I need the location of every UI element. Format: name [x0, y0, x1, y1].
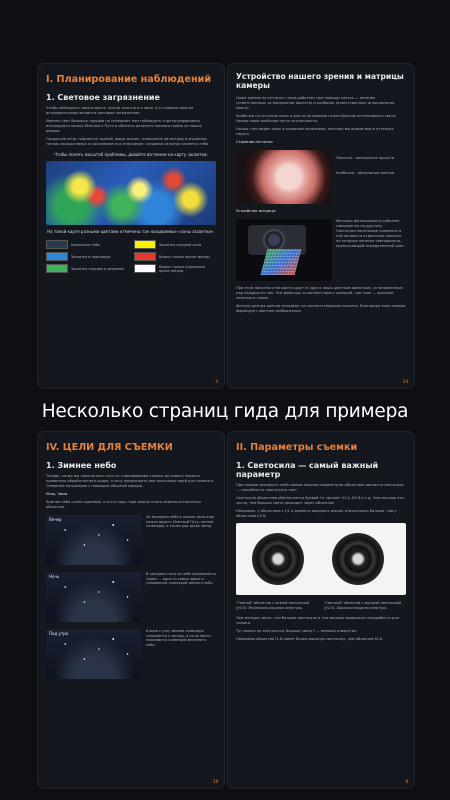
paragraph: Итак, Зима. — [46, 492, 69, 496]
legend-item — [134, 264, 216, 273]
page-title: I. Планирование наблюдений — [46, 74, 212, 85]
legend-swatch — [134, 252, 156, 261]
sky-example-row — [38, 627, 224, 681]
legend-swatch — [46, 240, 68, 249]
guide-page-aperture — [228, 432, 414, 788]
banner-heading: Несколько страниц гида для примера — [41, 400, 409, 422]
dark-lens-caption: "Темный" объектив с низкой светосилой (f/3.5). Маленькая входная апертура. — [236, 601, 310, 610]
legend-item — [46, 240, 128, 249]
guide-page-light-pollution — [38, 64, 224, 388]
page-number: 24 — [402, 379, 408, 384]
paragraph: Чтобы наблюдать своего врага, нужно знать его в лицо. А в главным врагом астрофотографа является световое загрязнение. — [46, 106, 194, 115]
page-title: IV. ЦЕЛИ ДЛЯ СЪЕМКИ — [46, 442, 173, 453]
paragraph: Светосила объектива обозначается буквой f и числом: f/1.4, f/2.8 и т.д. Чем меньше это число, тем больше света проходит через объектив. — [236, 496, 404, 505]
legend-label: Засветка городов и деревень — [71, 266, 125, 271]
legend-item — [134, 240, 216, 249]
map-caption: Чтобы понять масштаб проблемы, давайте взглянем на карту засветки: — [54, 152, 208, 157]
paragraph: Фотоны разных цветов попадают на соответствующие пиксели, благодаря чему камера формирует цветное изображение. — [236, 304, 406, 313]
sensor-description: Матрица фотоаппарата работает совершенно по-другому. Светочувствительные элементы в ней являются отдельные пиксели, на которые нанесен светофильтр, пропускающий определенный цвет. — [336, 219, 406, 248]
page-number: 8 — [405, 779, 408, 784]
paragraph: Зимнее небо очень красивое, и в эту пору года можно снять немало интересных объектов. — [46, 500, 201, 509]
sky-example-row — [38, 513, 224, 567]
legend-swatch — [46, 264, 68, 273]
time-of-night-label: Под утро — [49, 631, 69, 636]
legend-swatch — [134, 240, 156, 249]
legend-item — [134, 252, 216, 261]
paragraph: Ночью глаз видит лишь в основном палочками, поэтому мы видим мир в оттенках серого. — [236, 127, 394, 136]
paragraph: При этом пиксели отличаются друг от друга лишь цветным фильтром, установленным над каждым из них. Эти фильтры, в соответствии с камерой, три типа — красные, зеленые и синие. — [236, 286, 403, 300]
night-sky-photo — [46, 629, 142, 679]
map-legend — [38, 236, 224, 277]
diagram-caption: Строение сетчатки — [236, 140, 273, 144]
paragraph: Тут важно не запутаться: больше число f — меньше отверстие. — [236, 629, 358, 634]
legend-label: Засветка в пригороде — [71, 254, 111, 259]
legend-label: Видны только яркие звезды — [159, 254, 210, 259]
bright-lens-caption: "Светлый" объектив с высокой светосилой (f/2.0). Широкая входная апертура. — [324, 601, 402, 610]
page-number: 4 — [215, 379, 218, 384]
paragraph: Например объектив f1.8 имеет более высокую светосилу, чем объектив f2.8. — [236, 637, 383, 642]
page-title: II. Параметры съемки — [236, 442, 358, 453]
legend-swatch — [46, 252, 68, 261]
zones-caption: На такой карте разными цветами отмечены так называемые «зоны засветки». — [47, 229, 215, 234]
guide-page-targets — [38, 432, 224, 788]
paragraph: Именно свет больших городов не позволяет нам наблюдать и фотографировать искрящуюся полосу Млечного Пути и объекты дальнего космоса прямо из наших дворов. — [46, 119, 202, 133]
paragraph: При съемке звездного неба самым важным параметром объектива является светосила — способность пропускать свет. — [236, 483, 404, 492]
night-sky-photo — [46, 572, 142, 622]
section-subtitle: 1. Зимнее небо — [46, 461, 117, 470]
section-subtitle: 1. Световое загрязнение — [46, 93, 160, 102]
sky-description: На вечернем небе в начале зимы еще можно видеть Млечный Путь, летние созвездия, а также ряд ярких звезд. — [146, 515, 214, 529]
diagram-caption: Устройство матрицы — [236, 209, 276, 213]
cones-label: Колбочки - восприятие цветов — [336, 171, 395, 175]
lens-comparison-photo — [236, 523, 406, 595]
time-of-night-label: Вечер — [49, 517, 62, 522]
paragraph: Например, у объектива с f/1.4 диаметр входного зрачка значительно больше, чем у объектива f/2.8. — [236, 509, 397, 518]
section-subtitle: 1. Светосила — самый важный параметр — [236, 461, 379, 479]
legend-label: Идеальное небо — [71, 242, 101, 247]
rods-label: Палочки - восприятие яркости — [336, 156, 395, 160]
time-of-night-label: Ночь — [49, 574, 60, 579]
paragraph: Наше зрение на сетчатке глаза работает при помощи клеток — палочек (ответственных за восприятие яркости) и колбочек (ответственных за восприятие цвета). — [236, 96, 395, 110]
paragraph: Городские огни, подсветка зданий, фары машин, освещение автострад и огромных теплиц выходя вверх и рассеиваются в атмосфере, создавая сильную засветку неба. — [46, 137, 210, 146]
sky-example-row — [38, 570, 224, 624]
legend-label: Видны только отдельные яркие звёзды — [159, 264, 205, 273]
legend-swatch — [134, 264, 156, 273]
night-sky-photo — [46, 515, 142, 565]
legend-item — [46, 264, 128, 273]
sky-description: В середине ночи на небе поднимается Орион — одно из самых ярких и узнаваемых созвездий зимнего неба. — [146, 572, 216, 586]
light-pollution-map — [46, 161, 216, 225]
paragraph: Чем меньше число, тем больше светосила и тем меньше выдержка понадобится для съемки. — [236, 616, 399, 626]
guide-page-vision-sensor — [228, 64, 414, 388]
camera-sensor-illustration — [236, 219, 332, 281]
paragraph: Колбочки на сетчатке мало и для их активации нужно больше интенсивного света. Ночью наши колбочки почти отключаются. — [236, 114, 397, 123]
page-number: 38 — [212, 779, 218, 784]
eye-retina-illustration — [236, 150, 332, 204]
paragraph: Теперь, когда мы прошли весь путь от планирования съемки до самого первого правильно обработанного кадра, я хочу предложить вам несколько идей для съемки в Северном полушарии с помощью обычной камеры. — [46, 474, 214, 488]
legend-item — [46, 252, 128, 261]
page-title: Устройство нашего зрения и матрицы камеры — [236, 72, 404, 90]
sky-description: Ближе к утру зимние созвездия склоняются к западу, и на их месте появляются созвездия весеннего неба. — [146, 629, 211, 647]
legend-label: Засветка средней силы — [159, 242, 202, 247]
